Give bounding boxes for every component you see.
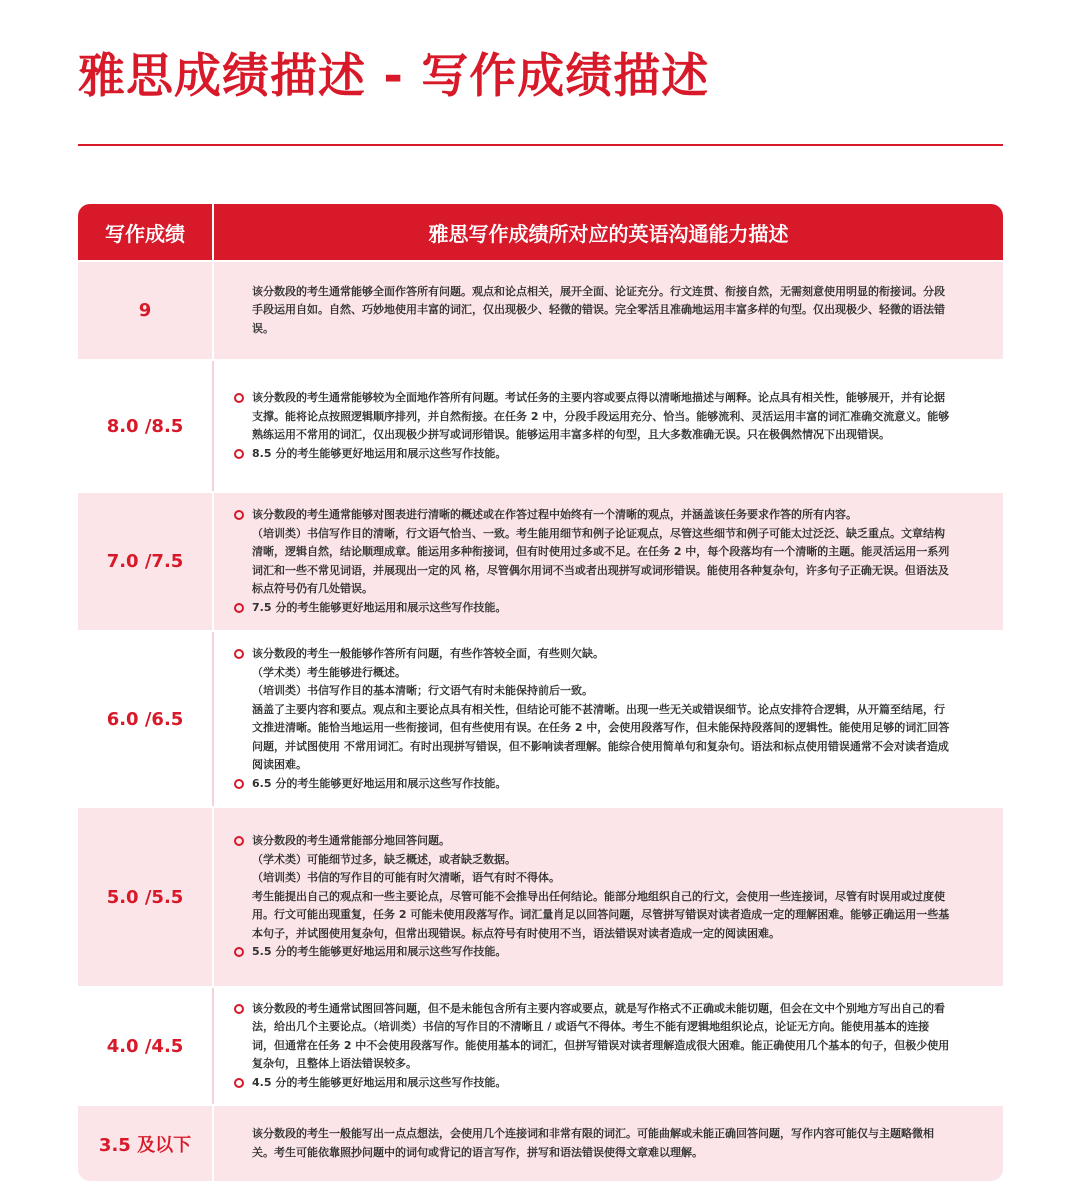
table-row xyxy=(78,986,1003,1104)
table-row xyxy=(78,1104,1003,1181)
band-description xyxy=(214,808,1003,986)
band-score: 6.0 /6.5 xyxy=(78,632,214,806)
description-bullet: 该分数段的考生通常能够较为全面地作答所有问题。考试任务的主要内容或要点得以清晰地描述与阐释。论点具有相关性，能够展开，并有论据支撑。能将论点按照逻辑顺序排列，并自然衔接。在任务 2 中，分段手段运用充分、恰当。能够流利、灵活运用丰富的词汇准确交流意义。能够熟练运用不常用的词汇，仅出现极少拼写或词形错误。能够运用丰富多样的句型，且大多数准确无误。只在极偶然情况下出现错误。 xyxy=(234,389,951,445)
description-bullet: 7.5 分的考生能够更好地运用和展示这些写作技能。 xyxy=(234,599,951,618)
description-bullet: 该分数段的考生通常能够对图表进行清晰的概述或在作答过程中始终有一个清晰的观点，并涵盖该任务要求作答的所有内容。 （培训类）书信写作目的清晰，行文语气恰当、一致。考生能用细节和例子论证观点，尽管这些细节和例子可能太过泛泛、缺乏重点。文章结构清晰，逻辑自然，结论顺理成章。能运用多种衔接词，但有时使用过多或不足。在任务 2 中，每个段落均有一个清晰的主题。能灵活运用一系列词汇和一些不常见词语，并展现出一定的风 格，尽管偶尔用词不当或者出现拼写或词形错误。能使用各种复杂句，许多句子正确无误。但语法及标点符号仍有几处错误。 xyxy=(234,506,951,599)
description-text: 该分数段的考生通常能够全面作答所有问题。观点和论点相关，展开全面、论证充分。行文连贯、衔接自然，无需刻意使用明显的衔接词。分段手段运用自如。自然、巧妙地使用丰富的词汇，仅出现极少、轻微的错误。完全零活且准确地运用丰富多样的句型。仅出现极少、轻微的语法错误。 xyxy=(252,284,945,335)
band-score: 3.5 及以下 xyxy=(78,1106,214,1181)
band-score: 7.0 /7.5 xyxy=(78,493,214,630)
header-description: 雅思写作成绩所对应的英语沟通能力描述 xyxy=(428,221,789,246)
table-row xyxy=(78,491,1003,630)
description-bullet: 4.5 分的考生能够更好地运用和展示这些写作技能。 xyxy=(234,1074,951,1093)
band-description xyxy=(214,1106,1003,1181)
band-description xyxy=(214,988,1003,1104)
band-description xyxy=(214,262,1003,359)
band-score: 9 xyxy=(78,262,214,359)
band-score: 8.0 /8.5 xyxy=(78,361,214,491)
table-row xyxy=(78,806,1003,986)
page-title: 雅思成绩描述 - 写作成绩描述 xyxy=(78,49,710,104)
description-bullet: 8.5 分的考生能够更好地运用和展示这些写作技能。 xyxy=(234,445,951,464)
band-score-table xyxy=(78,204,1003,1181)
table-row xyxy=(78,260,1003,359)
band-score: 5.0 /5.5 xyxy=(78,808,214,986)
description-text: 该分数段的考生一般能写出一点点想法，会使用几个连接词和非常有限的词汇。可能曲解或未能正确回答问题，写作内容可能仅与主题略微相关。考生可能依靠照抄问题中的词句或背记的语言写作，拼写和语法错误使得文章难以理解。 xyxy=(252,1127,934,1159)
band-description xyxy=(214,632,1003,806)
description-bullet: 该分数段的考生一般能够作答所有问题，有些作答较全面，有些则欠缺。 （学术类）考生能够进行概述。 （培训类）书信写作目的基本清晰；行文语气有时未能保持前后一致。 涵盖了主要内容和要点。观点和主要论点具有相关性，但结论可能不甚清晰。出现一些无关或错误细节。论点安排符合逻辑，从开篇至结尾，行文推进清晰。能恰当地运用一些衔接词，但有些使用有误。在任务 2 中，会使用段落写作，但未能保持段落间的逻辑性。能使用足够的词汇回答问题，并试图使用 不常用词汇。有时出现拼写错误，但不影响读者理解。能综合使用简单句和复杂句。语法和标点使用错误通常不会对读者造成阅读困难。 xyxy=(234,645,951,775)
table-row xyxy=(78,359,1003,491)
band-description xyxy=(214,493,1003,630)
header-score: 写作成绩 xyxy=(78,204,214,260)
table-row xyxy=(78,630,1003,806)
band-score: 4.0 /4.5 xyxy=(78,988,214,1104)
table-header xyxy=(78,204,1003,260)
description-bullet: 该分数段的考生通常试图回答问题，但不是未能包含所有主要内容或要点，就是写作格式不正确或未能切题，但会在文中个别地方写出自己的看法，给出几个主要论点。（培训类）书信的写作目的不清晰且 / 或语气不得体。考生不能有逻辑地组织论点，论证无方向。能使用基本的连接词，但通常在任务 2 中不会使用段落写作。能使用基本的词汇，但拼写错误对读者理解造成很大困难。能正确使用几个基本的句子，但极少使用复杂句，且整体上语法错误较多。 xyxy=(234,1000,951,1074)
band-description xyxy=(214,361,1003,491)
description-bullet: 该分数段的考生通常能部分地回答问题。 （学术类）可能细节过多，缺乏概述，或者缺乏数据。 （培训类）书信的写作目的可能有时欠清晰，语气有时不得体。 考生能提出自己的观点和一些主要论点，尽管可能不会推导出任何结论。能部分地组织自己的行文，会使用一些连接词，尽管有时误用或过度使用。行文可能出现重复，任务 2 可能未使用段落写作。词汇量肖足以回答问题，尽管拼写错误对读者造成一定的理解困难。能够正确运用一些基本句子，并试图使用复杂句，但常出现错误。标点符号有时使用不当，语法错误对读者造成一定的阅读困难。 xyxy=(234,832,951,943)
title-divider xyxy=(78,144,1003,146)
description-bullet: 6.5 分的考生能够更好地运用和展示这些写作技能。 xyxy=(234,775,951,794)
description-bullet: 5.5 分的考生能够更好地运用和展示这些写作技能。 xyxy=(234,943,951,962)
